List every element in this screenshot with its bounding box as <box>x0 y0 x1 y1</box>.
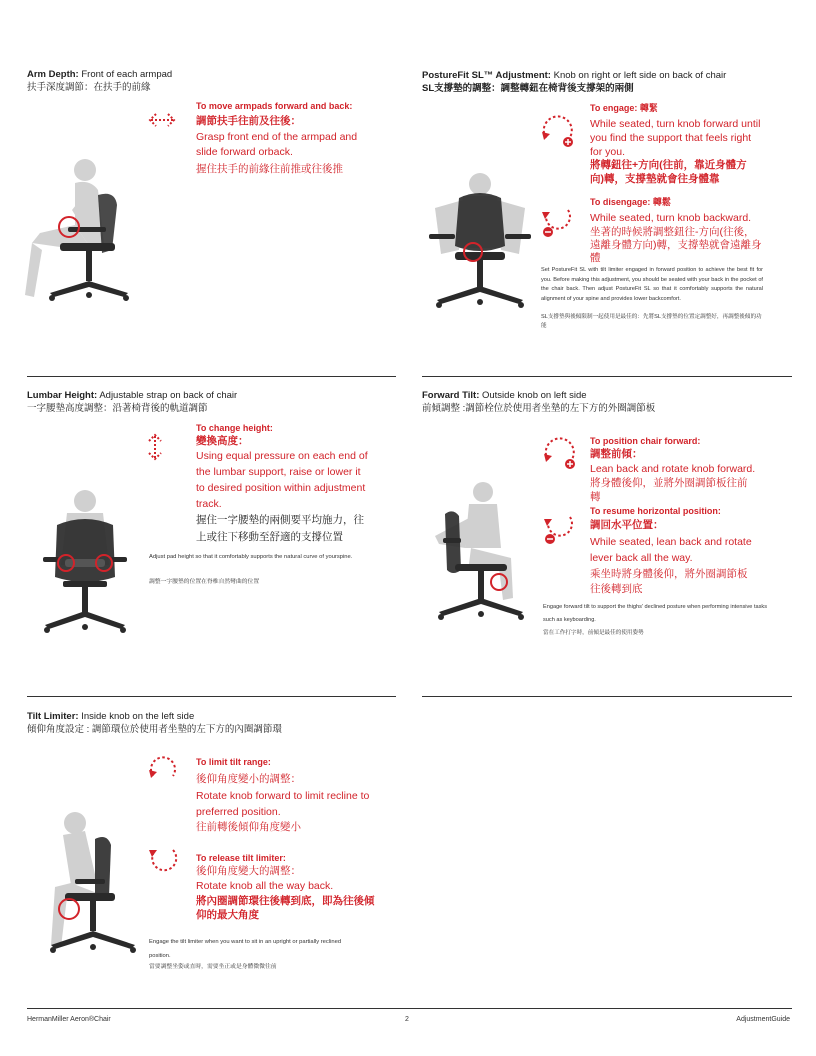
tilt-limiter-limit-text-zh: 往前轉後傾仰角度變小 <box>196 821 301 833</box>
posturefit-disengage-en: To disengage: <box>590 197 651 207</box>
divider-right-1 <box>422 376 792 377</box>
lumbar-desc: Adjustable strap on back of chair <box>99 390 238 401</box>
arm-depth-text-zh: 握住扶手的前緣往前推或往後推 <box>196 163 343 175</box>
forward-tilt-note-zh: 當在工作打字時，前傾是最佳的使用姿勢 <box>543 630 644 636</box>
posturefit-note-zh: SL支撐墊與後傾限制一起使用是最佳的：先將SL支撐墊的位置定調整好，再調整後傾的功能 <box>541 314 762 329</box>
forward-tilt-title <box>422 390 587 402</box>
lumbar-chair-illustration <box>35 485 135 640</box>
footer-page-number: 2 <box>405 1016 409 1023</box>
posturefit-disengage-text: While seated, turn knob backward. <box>590 212 752 224</box>
divider-left-1 <box>27 376 396 377</box>
posturefit-title <box>422 70 726 82</box>
posturefit-engage-text-zh: 將轉鈕往+方向(往前，靠近身體方向)轉，支撐墊就會往身體靠 <box>590 159 747 185</box>
arm-depth-title <box>27 69 172 81</box>
posturefit-label: PostureFit SL™ Adjustment: <box>422 70 551 81</box>
divider-left-2 <box>27 696 396 697</box>
footer-title: AdjustmentGuide <box>736 1016 790 1023</box>
divider-right-2 <box>422 696 792 697</box>
posturefit-desc: Knob on right or left side on back of chair <box>553 70 727 81</box>
forward-tilt-resume-heading: To resume horizontal position: <box>590 506 721 516</box>
arm-depth-heading: To move armpads forward and back: <box>196 101 353 111</box>
lumbar-heading-zh: 變換高度： <box>196 435 249 447</box>
tilt-limiter-release-text: Rotate knob all the way back. <box>196 880 334 892</box>
arm-depth-label: Arm Depth: <box>27 69 79 80</box>
posturefit-disengage-heading <box>590 196 671 208</box>
forward-tilt-resume-text: While seated, lean back and rotate lever back all the way. <box>590 536 752 564</box>
tilt-limiter-note: Engage the tilt limiter when you want to sit in an upright or partially reclined position. <box>149 939 342 959</box>
posturefit-engage-en: To engage: <box>590 103 638 113</box>
rotate-forward-icon <box>538 110 578 150</box>
rotate-forward-icon <box>540 432 580 472</box>
forward-tilt-note: Engage forward tilt to support the thighs' declined posture when performing intensive tasks such as keyboarding. <box>543 604 768 623</box>
posturefit-disengage-text-zh: 坐著的時候將調整鈕往-方向(往後，遠離身體方向)轉，支撐墊就會遠離身體 <box>590 226 762 264</box>
footer-brand: HermanMiller Aeron®Chair <box>27 1016 111 1023</box>
posturefit-zh: SL支撐墊的調整：調整轉鈕在椅背後支撐架的兩側 <box>422 83 634 94</box>
tilt-limiter-note-zh: 當要調整坐姿或直時，需要坐正或是身體微微往前 <box>149 964 277 970</box>
tilt-limiter-chair-illustration <box>35 805 145 960</box>
lumbar-heading: To change height: <box>196 423 273 433</box>
tilt-limiter-label: Tilt Limiter: <box>27 711 79 722</box>
lumbar-text-zh: 握住一字腰墊的兩側要平均施力，往上或往下移動至舒適的支撐位置 <box>196 514 364 543</box>
posturefit-note: Set PostureFit SL with tilt limiter engaged in forward position to achieve the best fit for you. Before making this adjustment, you should be seated with your back in the pocket of the chair back. Then adjust PostureFit SL so that it comfortably supports the natural alignment of your spine and provides lower backcomfort. <box>541 267 763 302</box>
forward-tilt-resume-text-zh: 乘坐時將身體後仰，將外圈調節板往後轉到底 <box>590 568 748 595</box>
rotate-backward-icon <box>538 200 578 240</box>
forward-tilt-position-heading: To position chair forward: <box>590 436 701 446</box>
tilt-limiter-limit-zh: 後仰角度變小的調整： <box>196 773 301 785</box>
forward-tilt-position-text: Lean back and rotate knob forward. <box>590 463 756 475</box>
tilt-limiter-limit-heading: To limit tilt range: <box>196 757 271 767</box>
arm-depth-zh: 扶手深度調節：在扶手的前緣 <box>27 82 151 93</box>
lumbar-note-zh: 調整一字腰墊的位置在脊椎自然彎曲的位置 <box>149 579 260 585</box>
tilt-limiter-release-text-zh: 將內圈調節環往後轉到底，即為往後傾仰的最大角度 <box>196 895 375 921</box>
footer-divider <box>27 1008 792 1009</box>
tilt-limiter-release-heading: To release tilt limiter: <box>196 853 286 863</box>
lumbar-text: Using equal pressure on each end of the lumbar support, raise or lower it to desired position within adjustment track. <box>196 450 368 510</box>
tilt-limiter-desc: Inside knob on the left side <box>81 711 195 722</box>
lumbar-label: Lumbar Height: <box>27 390 98 401</box>
posturefit-engage-zh: 轉緊 <box>639 103 658 113</box>
rotate-backward-icon <box>145 840 181 876</box>
forward-tilt-chair-illustration <box>425 478 535 626</box>
lumbar-title <box>27 390 237 402</box>
vertical-arrows-icon <box>145 432 165 462</box>
forward-tilt-position-text-zh: 將身體後仰，並將外圈調節板往前轉 <box>590 477 748 503</box>
rotate-forward-icon <box>145 750 181 786</box>
arm-depth-chair-illustration <box>20 155 140 310</box>
tilt-limiter-title <box>27 711 194 723</box>
tilt-limiter-limit-text: Rotate knob forward to limit recline to preferred position. <box>196 790 370 818</box>
lumbar-note: Adjust pad height so that it comfortably supports the natural curve of yourspine. <box>149 554 353 560</box>
posturefit-engage-text: While seated, turn knob forward until you find the support that feels right for you. <box>590 118 761 158</box>
forward-tilt-desc: Outside knob on left side <box>482 390 587 401</box>
tilt-limiter-zh: 傾仰角度設定 : 調節環位於使用者坐墊的左下方的內圈調節環 <box>27 724 282 735</box>
forward-tilt-label: Forward Tilt: <box>422 390 480 401</box>
arm-depth-desc: Front of each armpad <box>81 69 173 80</box>
arm-depth-text: Grasp front end of the armpad and slide forward orback. <box>196 131 358 158</box>
forward-tilt-position-zh: 調整前傾： <box>590 448 643 460</box>
forward-tilt-zh: 前傾調整 :調節栓位於使用者坐墊的左下方的外圈調節板 <box>422 403 656 414</box>
forward-tilt-resume-zh: 調回水平位置： <box>590 519 664 531</box>
posturefit-engage-heading <box>590 102 658 114</box>
arm-depth-heading-zh: 調節扶手往前及往後： <box>196 115 301 127</box>
horizontal-arrows-icon <box>147 110 177 130</box>
tilt-limiter-release-zh: 後仰角度變大的調整： <box>196 865 301 877</box>
posturefit-chair-illustration <box>425 168 535 313</box>
posturefit-disengage-zh: 轉鬆 <box>652 197 671 207</box>
rotate-backward-icon <box>540 507 580 547</box>
lumbar-zh: 一字腰墊高度調整：沿著椅背後的軌道調節 <box>27 403 208 414</box>
